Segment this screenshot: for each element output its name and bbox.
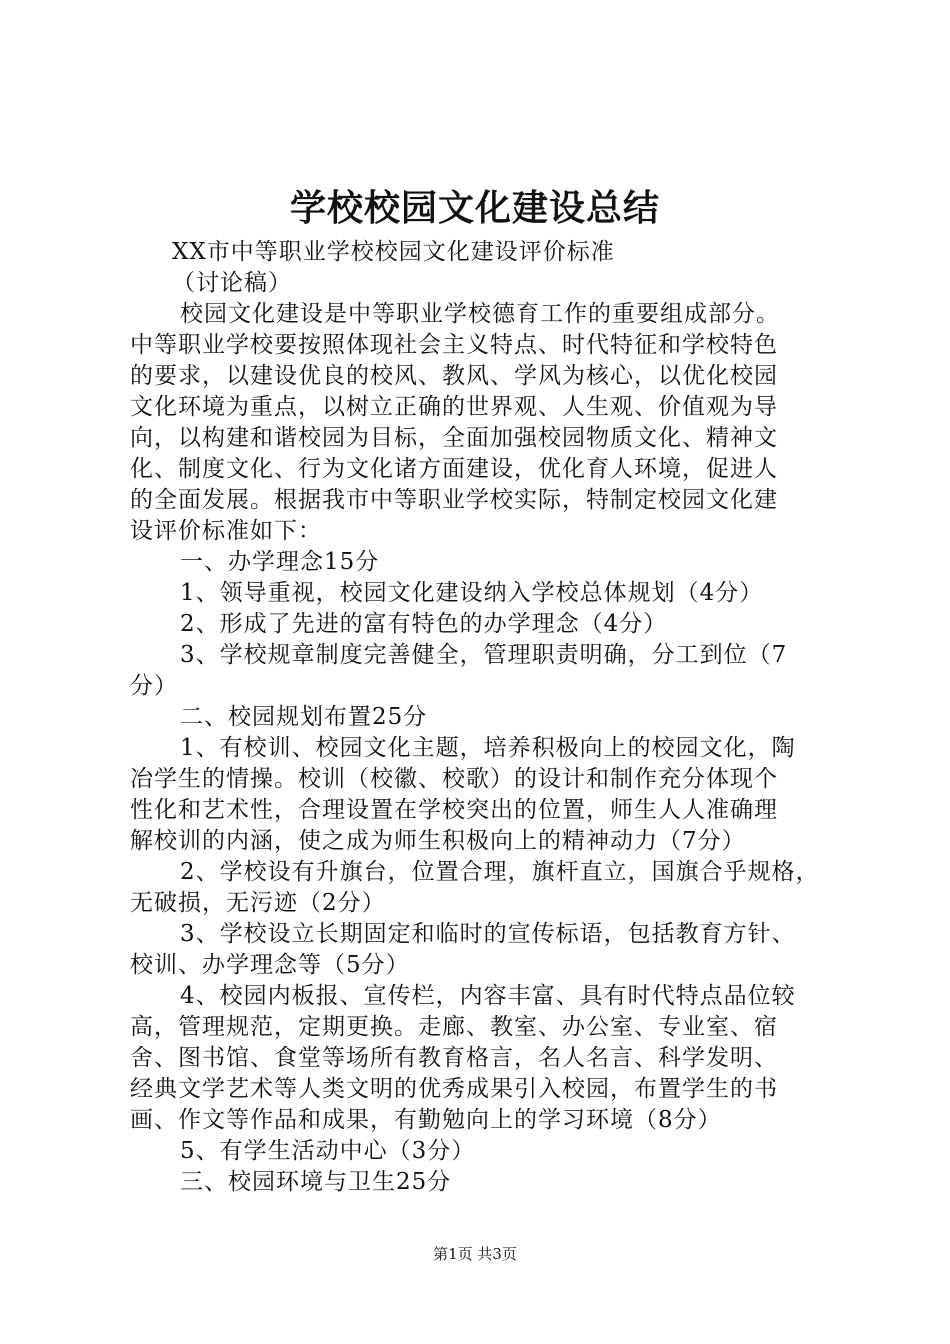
list-item: 3、学校规章制度完善健全，管理职责明确，分工到位（7 [180, 642, 788, 668]
list-item-continuation: 冶学生的情操。校训（校徽、校歌）的设计和制作充分体现个 [130, 766, 778, 792]
document-title: 学校校园文化建设总结 [289, 187, 660, 229]
list-item: 4、校园内板报、宣传栏，内容丰富、具有时代特点品位较 [180, 983, 796, 1009]
document-body [130, 237, 830, 1198]
list-item-continuation: 分） [130, 673, 178, 699]
list-item: 5、有学生活动中心（3分） [180, 1138, 476, 1164]
page-footer: 第1页 共3页 [433, 1245, 517, 1263]
list-item-continuation: 解校训的内涵，使之成为师生积极向上的精神动力（7分） [130, 828, 746, 854]
paragraph-line: 的要求，以建设优良的校风、教风、学风为核心，以优化校园 [130, 363, 778, 389]
list-item: 3、学校设立长期固定和临时的宣传标语，包括教育方针、 [180, 921, 796, 947]
paragraph-line: 的全面发展。根据我市中等职业学校实际，特制定校园文化建 [130, 487, 778, 513]
list-item: 2、学校设有升旗台，位置合理，旗杆直立，国旗合乎规格， [180, 859, 820, 885]
paragraph-line: 文化环境为重点，以树立正确的世界观、人生观、价值观为导 [130, 394, 778, 420]
paragraph-line: 设评价标准如下： [130, 518, 322, 544]
list-item-continuation: 高，管理规范，定期更换。走廊、教室、办公室、专业室、宿 [130, 1014, 778, 1040]
subtitle-line: XX市中等职业学校校园文化建设评价标准 [172, 239, 615, 265]
draft-note: （讨论稿） [172, 270, 292, 296]
section-heading: 三、校园环境与卫生25分 [180, 1169, 452, 1195]
paragraph-line: 中等职业学校要按照体现社会主义特点、时代特征和学校特色 [130, 332, 778, 358]
paragraph-line: 化、制度文化、行为文化诸方面建设，优化育人环境，促进人 [130, 456, 778, 482]
list-item: 2、形成了先进的富有特色的办学理念（4分） [180, 611, 668, 637]
list-item: 1、领导重视，校园文化建设纳入学校总体规划（4分） [180, 580, 764, 606]
list-item-continuation: 舍、图书馆、食堂等场所有教育格言，名人名言、科学发明、 [130, 1045, 778, 1071]
list-item-continuation: 画、作文等作品和成果，有勤勉向上的学习环境（8分） [130, 1107, 722, 1133]
list-item-continuation: 经典文学艺术等人类文明的优秀成果引入校园，布置学生的书 [130, 1076, 778, 1102]
list-item: 1、有校训、校园文化主题，培养积极向上的校园文化，陶 [180, 735, 796, 761]
list-item-continuation: 性化和艺术性，合理设置在学校突出的位置，师生人人准确理 [130, 797, 778, 823]
paragraph-line: 校园文化建设是中等职业学校德育工作的重要组成部分。 [180, 301, 780, 327]
paragraph-line: 向，以构建和谐校园为目标，全面加强校园物质文化、精神文 [130, 425, 778, 451]
section-heading: 一、办学理念15分 [180, 549, 380, 575]
section-heading: 二、校园规划布置25分 [180, 704, 428, 730]
list-item-continuation: 无破损，无污迹（2分） [130, 890, 386, 916]
list-item-continuation: 校训、办学理念等（5分） [130, 952, 410, 978]
